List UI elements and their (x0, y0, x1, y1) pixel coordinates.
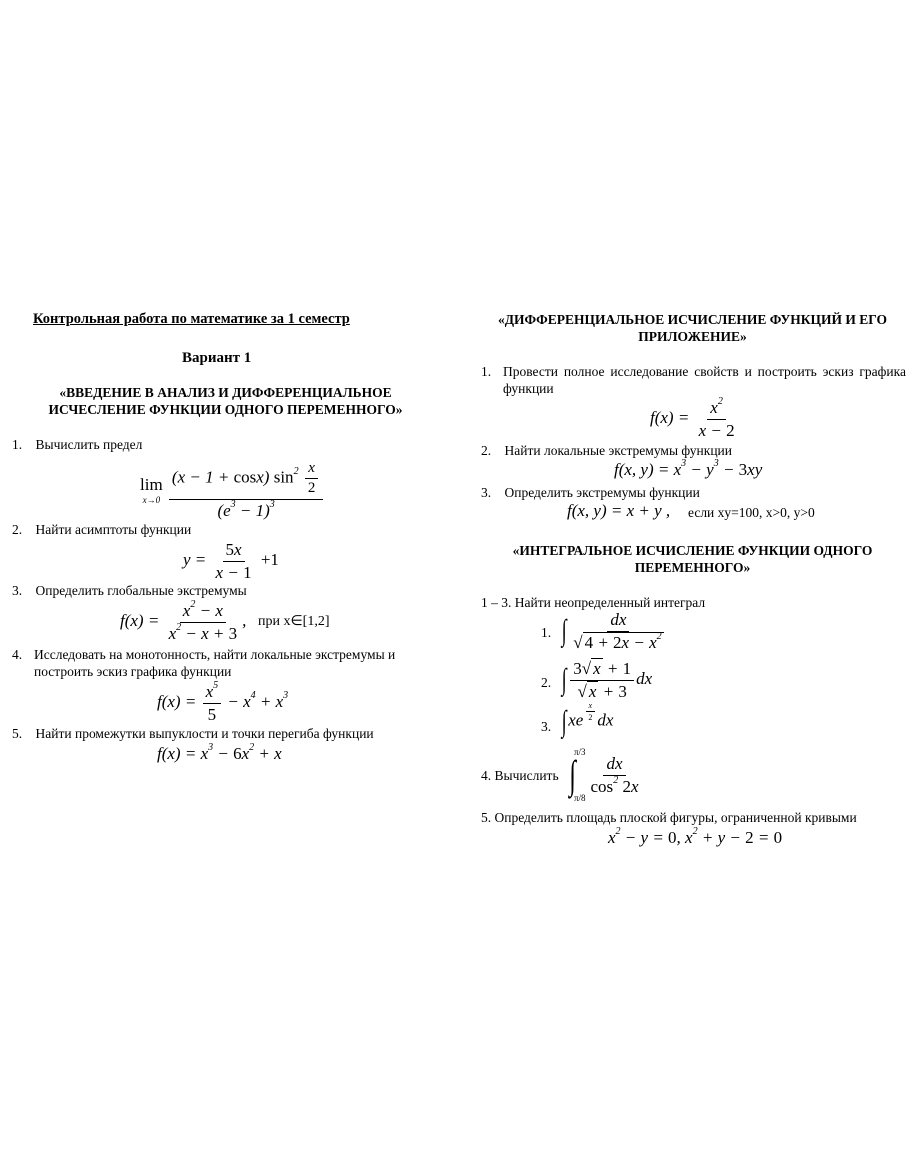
right-item-2 (481, 443, 732, 459)
item-number: 2. (12, 522, 23, 537)
condition-xy: если xy=100, x>0, y>0 (688, 505, 815, 520)
variant-label: Вариант 1 (182, 350, 252, 366)
item-text: Определить глобальные экстремумы (35, 583, 247, 598)
left-item-2 (12, 522, 191, 538)
item-number: 5. (12, 726, 23, 741)
right-section-2-title: «ИНТЕГРАЛЬНОЕ ИСЧИСЛЕНИЕ ФУНКЦИИ ОДНОГО ПЕРЕМЕННОГО» (512, 543, 873, 575)
left-item-4 (12, 646, 442, 680)
formula-conditional-extrema: f(x, y) = x + y , (567, 501, 671, 520)
right-item-4: 4. Вычислить (481, 768, 559, 783)
left-item-1 (12, 437, 142, 453)
item-text: Найти промежутки выпуклости и точки перегиба функции (35, 726, 374, 741)
formula-local-extrema-xy: f(x, $y) = x^3 - y^3 - 3xy$ (614, 458, 763, 479)
item-text: Найти асимптоты функции (35, 522, 192, 537)
item-number: 3. (481, 485, 492, 500)
item-number: 1. (481, 364, 492, 379)
formula-asymptote: y = $\frac{5x}{x - 1}$ +1 (183, 540, 279, 582)
left-section-title: «ВВЕДЕНИЕ В АНАЛИЗ И ДИФФЕРЕНЦИАЛЬНОЕ ИСЧЕСЛЕНИЕ ФУНКЦИИ ОДНОГО ПЕРЕМЕННОГО» (48, 385, 403, 417)
item-text: Найти локальные экстремумы функции (504, 443, 733, 458)
formula-monotonicity: f(x) = $\frac{x^5}{5}$ − $x^4 + x^3$ (157, 680, 289, 724)
item-number: 3. (12, 583, 23, 598)
left-item-3 (12, 583, 247, 599)
item-number: 4. (12, 647, 23, 662)
integral-3-number: 3. (541, 719, 552, 734)
right-item-5: 5. Определить площадь плоской фигуры, ограниченной кривыми (481, 810, 857, 825)
integral-2-number: 2. (541, 675, 552, 690)
document-title: Контрольная работа по математике за 1 семестр (33, 311, 350, 327)
formula-integral-1: ∫ $\frac{dx}{√ 4 + 2x - x^2}$ (561, 610, 662, 652)
right-item-3 (481, 485, 700, 501)
right-section-1-title: «ДИФФЕРЕНЦИАЛЬНОЕ ИСЧИСЛЕНИЕ ФУНКЦИЙ И ЕГО ПРИЛОЖЕНИЕ» (497, 312, 888, 344)
item-text: Исследовать на монотонность, найти локальные экстремумы и построить эскиз графика функции (34, 647, 396, 679)
item-number: 1. (12, 437, 23, 452)
formula-convexity: $f(x) = x^3 - 6x^2 + x$ (157, 742, 282, 763)
formula-integral-3: ∫xe $^{\frac{x}{2}}$ dx (561, 701, 614, 738)
item-text: Вычислить предел (35, 437, 143, 452)
formula-full-study: f(x) = $\frac{x^2}{x - 2}$ (650, 396, 735, 440)
item-number: 2. (481, 443, 492, 458)
integral-1-number: 1. (541, 625, 552, 640)
right-item-1 (481, 363, 906, 397)
formula-limit: lim x→0 (x − 1 + cosx) $\sin^2$ $\frac{x}{2}$ $(e^3 - 1)^3$ (140, 460, 325, 520)
left-item-5 (12, 726, 374, 742)
item-text: Провести полное исследование свойств и построить эскиз графика функции (503, 364, 906, 396)
item-text: Определить экстремумы функции (504, 485, 700, 500)
formula-global-extrema: f(x) = $\frac{x^2 - x}{x^2 - x + 3}$ , (120, 599, 247, 643)
condition-3: при x∈[1,2] (258, 614, 330, 629)
formula-curves: $x^2 - y = 0$, $x^2 + y - 2 = 0$ (608, 826, 783, 847)
formula-integral-2: ∫ $\frac{3√ x + 1}{√ x + 3}$ dx (561, 659, 653, 701)
formula-definite-integral: ∫ π/3 π/8 $\frac{dx}{\cos^2 2x}$ (569, 747, 639, 803)
integral-intro: 1 – 3. Найти неопределенный интеграл (481, 595, 706, 610)
